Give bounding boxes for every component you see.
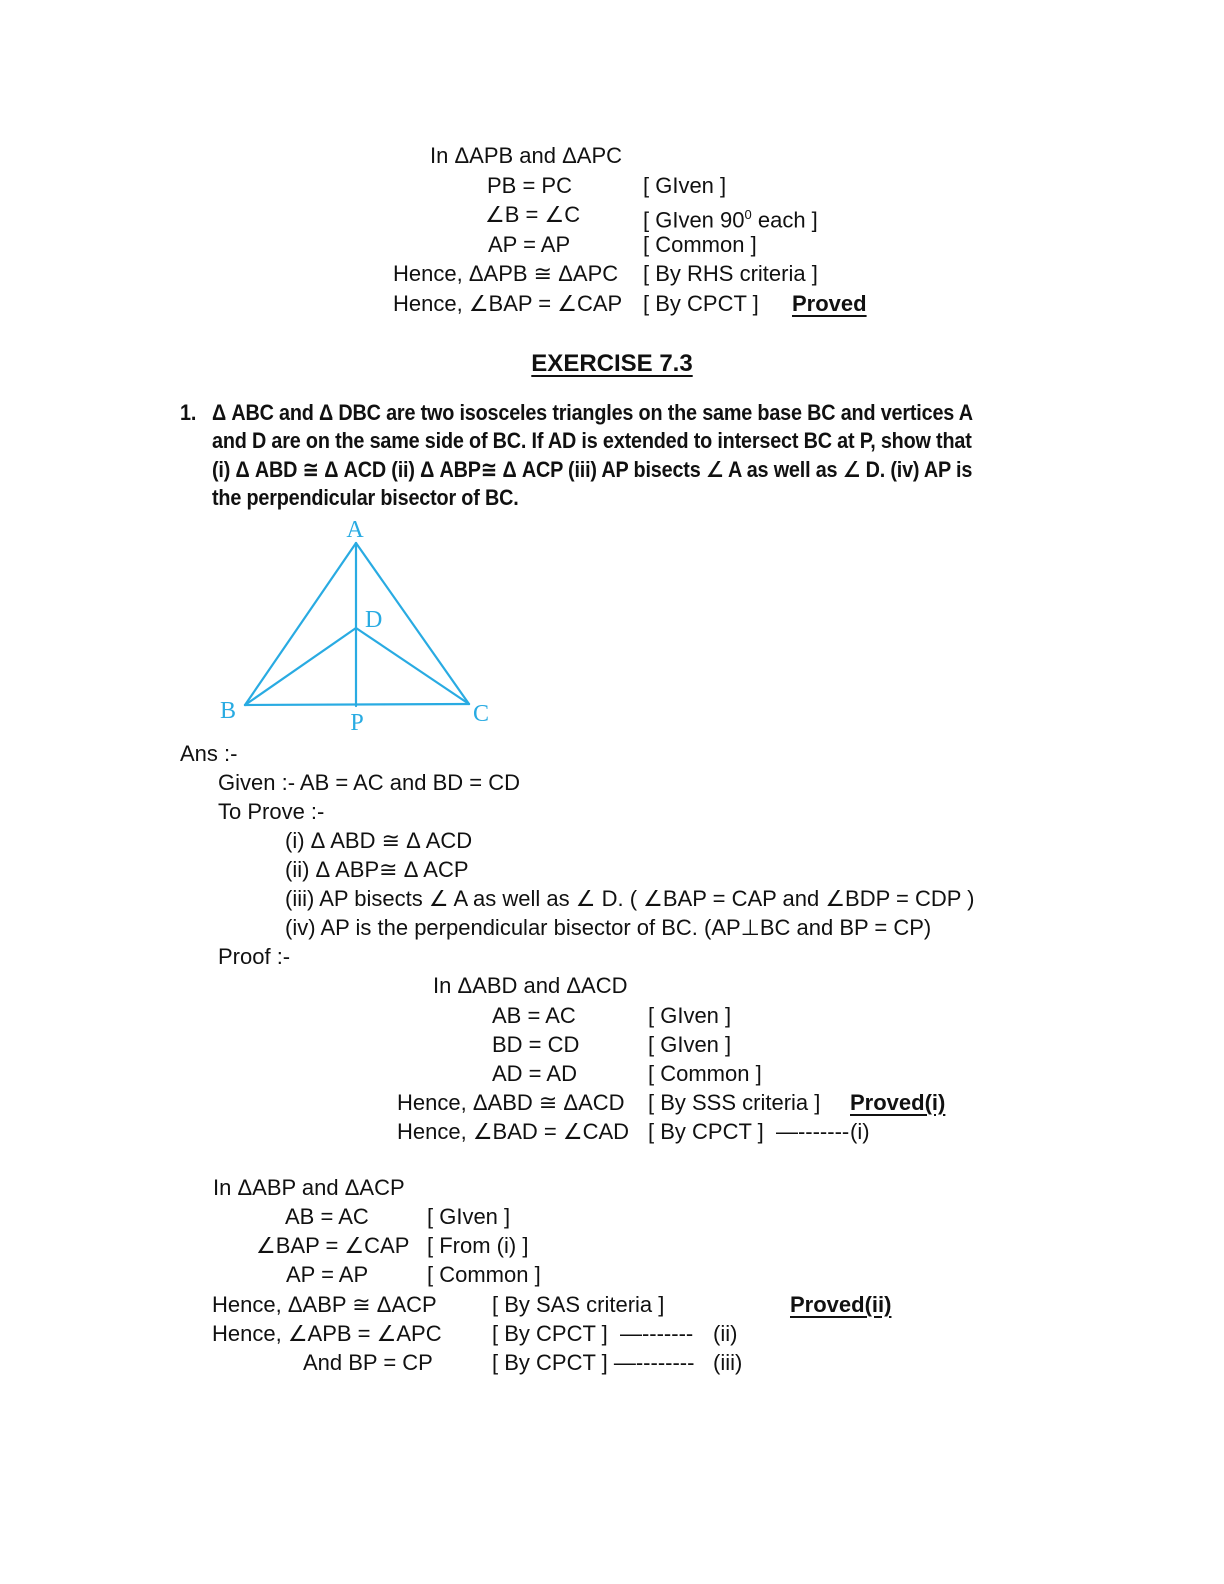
top-proof-stmt-5: Hence, ∠BAP = ∠CAP <box>393 291 623 316</box>
proof-abp-reason-4: [ By SAS criteria ] <box>492 1292 665 1317</box>
proved-ii-label: Proved(ii) <box>790 1292 892 1317</box>
proof-abd-stmt-4: Hence, ΔABD ≅ ΔACD <box>397 1090 625 1115</box>
top-proof-stmt-1: PB = PC <box>487 173 572 198</box>
question-number: 1. <box>180 400 197 425</box>
proof-abp-ref-ii: (ii) <box>713 1321 738 1346</box>
top-proof-stmt-4: Hence, ΔAPB ≅ ΔAPC <box>393 261 619 286</box>
question-line-3: (i) Δ ABD ≅ Δ ACD (ii) Δ ABP≅ Δ ACP (iii) AP bisects ∠ A as well as ∠ D. (iv) AP is <box>212 457 973 482</box>
proof-abd-stmt-3: AD = AD <box>492 1061 577 1086</box>
given-line: Given :- AB = AC and BD = CD <box>218 770 521 795</box>
proof-abd-reason-5: [ By CPCT ] —------- <box>648 1119 850 1144</box>
to-prove-label: To Prove :- <box>218 799 325 824</box>
proof-label: Proof :- <box>218 944 291 969</box>
proof-abp-stmt-3: AP = AP <box>286 1262 369 1287</box>
reason-2-pre: [ GIven 90 <box>643 207 745 233</box>
proof-abp-reason-2: [ From (i) ] <box>427 1233 529 1258</box>
top-proof-reason-3: [ Common ] <box>643 232 757 257</box>
to-prove-item-2: (ii) Δ ABP≅ Δ ACP <box>285 857 469 882</box>
proved-label: Proved <box>792 291 867 316</box>
proof-abd-stmt-5: Hence, ∠BAD = ∠CAD <box>397 1119 630 1144</box>
segment-DC <box>356 628 469 704</box>
proof-abp-stmt-4: Hence, ΔABP ≅ ΔACP <box>212 1292 437 1317</box>
segment-BD <box>245 628 356 705</box>
proof-abd-reason-3: [ Common ] <box>648 1061 762 1086</box>
proof-abd-reason-1: [ GIven ] <box>648 1003 732 1028</box>
triangle-figure <box>200 515 520 745</box>
proof-abd-stmt-1: AB = AC <box>492 1003 576 1028</box>
proof-abp-stmt-6: And BP = CP <box>303 1350 433 1375</box>
top-proof-reason-1: [ GIven ] <box>643 173 727 198</box>
to-prove-item-3: (iii) AP bisects ∠ A as well as ∠ D. ( ∠BAP = CAP and ∠BDP = CDP ) <box>285 886 975 911</box>
to-prove-item-1: (i) Δ ABD ≅ Δ ACD <box>285 828 473 853</box>
triangle-lines <box>245 543 469 706</box>
proof-abd-reason-2: [ GIven ] <box>648 1032 732 1057</box>
exercise-heading: EXERCISE 7.3 <box>531 350 693 377</box>
top-proof-stmt-3: AP = AP <box>488 232 571 257</box>
degree-superscript: 0 <box>744 207 752 222</box>
proof-abp-reason-6: [ By CPCT ] —-------- <box>492 1350 695 1375</box>
proof-abd-stmt-2: BD = CD <box>492 1032 580 1057</box>
proof-abd-reason-4: [ By SSS criteria ] <box>648 1090 821 1115</box>
vertex-label-B: B <box>219 698 237 724</box>
vertex-label-P: P <box>350 710 364 736</box>
proof-abp-reason-5: [ By CPCT ] —------- <box>492 1321 694 1346</box>
top-proof-reason-5: [ By CPCT ] <box>643 291 759 316</box>
vertex-label-C: C <box>472 701 490 727</box>
proof-abp-stmt-1: AB = AC <box>285 1204 369 1229</box>
proof-abp-reason-1: [ GIven ] <box>427 1204 511 1229</box>
ans-label: Ans :- <box>180 741 238 766</box>
proved-i-label: Proved(i) <box>850 1090 946 1115</box>
question-line-4: the perpendicular bisector of BC. <box>212 485 519 510</box>
edge-AB <box>245 543 356 705</box>
proof-abp-intro: In ΔABP and ΔACP <box>213 1175 405 1200</box>
to-prove-item-4: (iv) AP is the perpendicular bisector of BC. (AP⊥BC and BP = CP) <box>285 915 932 940</box>
top-proof-intro: In ΔAPB and ΔAPC <box>430 143 623 168</box>
reason-2-post: each ] <box>751 207 818 233</box>
proof-abp-ref-iii: (iii) <box>713 1350 743 1375</box>
proof-abd-ref-i: (i) <box>850 1119 870 1144</box>
vertex-label-D: D <box>365 607 383 633</box>
top-proof-stmt-2: ∠B = ∠C <box>485 202 581 227</box>
top-proof-reason-4: [ By RHS criteria ] <box>643 261 818 286</box>
proof-abp-reason-3: [ Common ] <box>427 1262 541 1287</box>
proof-abp-stmt-2: ∠BAP = ∠CAP <box>256 1233 410 1258</box>
vertex-label-A: A <box>346 517 364 543</box>
question-line-1: Δ ABC and Δ DBC are two isosceles triangles on the same base BC and vertices A <box>212 400 973 425</box>
proof-abp-stmt-5: Hence, ∠APB = ∠APC <box>212 1321 442 1346</box>
question-line-2: and D are on the same side of BC. If AD is extended to intersect BC at P, show that <box>212 428 972 453</box>
proof-abd-intro: In ΔABD and ΔACD <box>433 973 628 998</box>
